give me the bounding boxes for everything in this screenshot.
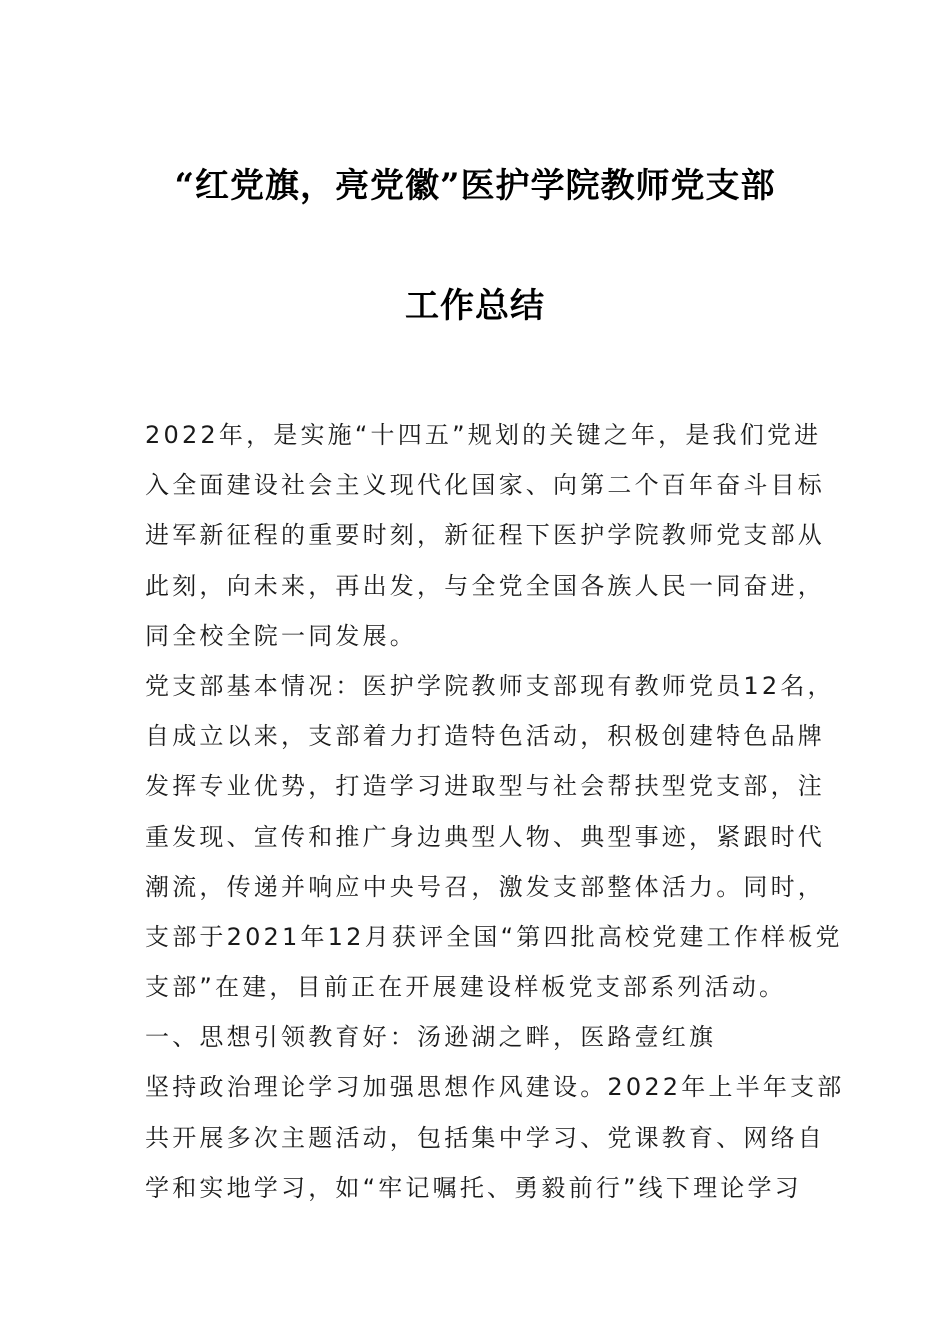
section-heading: 一、思想引领教育好：汤逊湖之畔，医路壹红旗 xyxy=(145,1023,717,1052)
body-line: 坚持政治理论学习加强思想作风建设。2022年上半年支部 xyxy=(145,1073,845,1102)
body-line: 共开展多次主题活动，包括集中学习、党课教育、网络自 xyxy=(145,1123,825,1152)
body-line: 支部”在建，目前正在开展建设样板党支部系列活动。 xyxy=(145,973,787,1002)
body-line: 2022年，是实施“十四五”规划的关键之年，是我们党进 xyxy=(145,421,822,449)
body-line: 入全面建设社会主义现代化国家、向第二个百年奋斗目标 xyxy=(145,471,825,500)
body-line: 发挥专业优势，打造学习进取型与社会帮扶型党支部，注 xyxy=(145,772,825,801)
body-line: 重发现、宣传和推广身边典型人物、典型事迹，紧跟时代 xyxy=(145,822,825,851)
body-line: 学和实地学习，如“牢记嘱托、勇毅前行”线下理论学习 xyxy=(145,1173,802,1202)
body-line: 支部于2021年12月获评全国“第四批高校党建工作样板党 xyxy=(145,922,843,951)
body-line: 进军新征程的重要时刻，新征程下医护学院教师党支部从 xyxy=(145,521,825,550)
body-line: 自成立以来，支部着力打造特色活动，积极创建特色品牌 xyxy=(145,722,825,751)
document-body xyxy=(145,410,845,1213)
body-line: 潮流，传递并响应中央号召，激发支部整体活力。同时， xyxy=(145,872,825,901)
body-line: 此刻，向未来，再出发，与全党全国各族人民一同奋进， xyxy=(145,571,825,600)
document-title-line-2: 工作总结 xyxy=(405,286,545,326)
body-line: 同全校全院一同发展。 xyxy=(145,621,417,650)
body-line: 党支部基本情况：医护学院教师支部现有教师党员12名， xyxy=(145,671,835,700)
document-title-line-1: “红党旗，亮党徽”医护学院教师党支部 xyxy=(174,166,776,206)
